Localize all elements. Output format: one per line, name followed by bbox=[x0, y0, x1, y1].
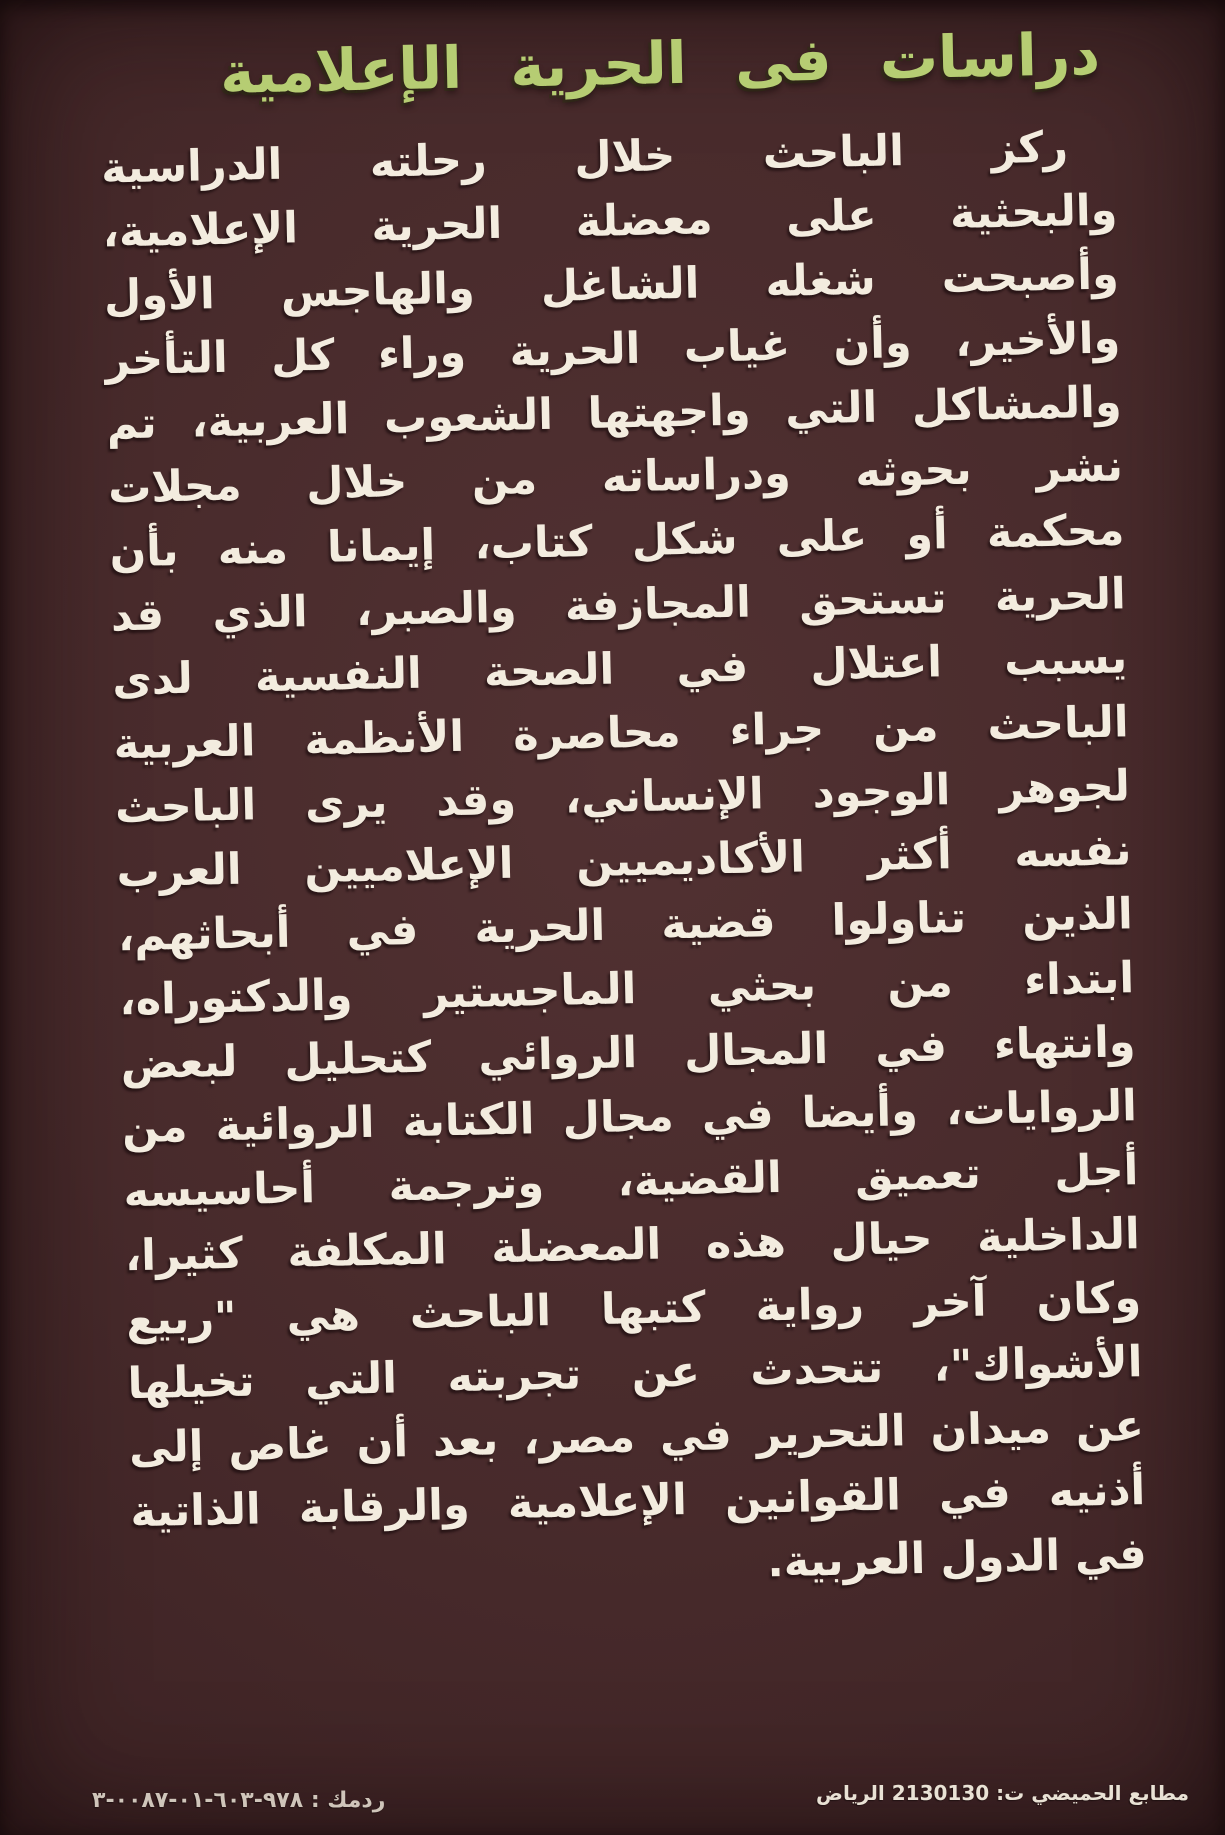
printer-info: مطابع الحميضي ت: 2130130 الرياض bbox=[816, 1781, 1189, 1805]
body-line: نفسه أكثر الأكاديميين الإعلاميين العرب bbox=[115, 825, 1132, 898]
body-line: محكمة أو على شكل كتاب، إيمانا منه بأن bbox=[108, 505, 1125, 578]
body-line: لجوهر الوجود الإنساني، وقد يرى الباحث bbox=[114, 761, 1131, 834]
isbn bbox=[92, 1788, 385, 1813]
body-line: والأخير، وأن غياب الحرية وراء كل التأخر bbox=[104, 313, 1121, 386]
body-line: الحرية تستحق المجازفة والصبر، الذي قد bbox=[110, 569, 1127, 642]
body-line: والمشاكل التي واجهتها الشعوب العربية، تم bbox=[106, 377, 1123, 450]
body-line: والبحثية على معضلة الحرية الإعلامية، bbox=[102, 185, 1118, 258]
body-line: الذين تناولوا قضية الحرية في أبحاثهم، bbox=[117, 889, 1134, 962]
body-line: عن ميدان التحرير في مصر، بعد أن غاص إلى bbox=[128, 1401, 1145, 1474]
body-line: أجل تعميق القضية، وترجمة أحاسيسه bbox=[122, 1145, 1139, 1218]
isbn-number: ٩٧٨-٦٠٣-٠١-٠٠٨٧-٣ bbox=[92, 1788, 304, 1813]
body-line: نشر بحوثه ودراساته من خلال مجلات bbox=[107, 441, 1124, 514]
body-line: الأشواك"، تتحدث عن تجربته التي تخيلها bbox=[127, 1337, 1143, 1410]
body-line: يسبب اعتلال في الصحة النفسية لدى bbox=[111, 633, 1128, 706]
body-line: ركز الباحث خلال رحلته الدراسية bbox=[100, 122, 1069, 194]
body-line: الداخلية حيال هذه المعضلة المكلفة كثيرا، bbox=[124, 1209, 1141, 1282]
body-line: في الدول العربية. bbox=[766, 1528, 1148, 1588]
printed-content bbox=[0, 21, 1225, 1610]
body-line: وأصبحت شغله الشاغل والهاجس الأول bbox=[103, 249, 1120, 322]
body-line: وكان آخر رواية كتبها الباحث هي "ربيع bbox=[125, 1273, 1142, 1346]
body-line: وانتهاء في المجال الروائي كتحليل لبعض bbox=[120, 1017, 1137, 1090]
body-line: ابتداء من بحثي الماجستير والدكتوراه، bbox=[118, 953, 1135, 1026]
body-line: الروايات، وأيضا في مجال الكتابة الروائية من bbox=[121, 1081, 1138, 1154]
book-title: دراسات فى الحرية الإعلامية bbox=[219, 19, 1101, 107]
book-description bbox=[100, 114, 1147, 1608]
body-line: الباحث من جراء محاصرة الأنظمة العربية bbox=[113, 697, 1130, 770]
body-line: أذنيه في القوانين الإعلامية والرقابة الذاتية bbox=[129, 1465, 1146, 1538]
isbn-label: ردمك : bbox=[310, 1788, 386, 1813]
